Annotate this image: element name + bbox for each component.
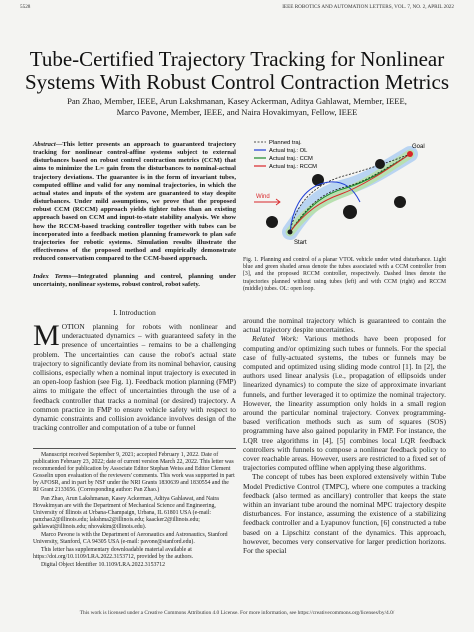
- body-paragraph-1: around the nominal trajectory which is guaranteed to contain the actual trajectory despite uncertainties.: [243, 316, 446, 335]
- index-terms: [33, 273, 236, 289]
- journal-header: IEEE ROBOTICS AND AUTOMATION LETTERS, VOL. 7, NO. 2, APRIL 2022: [282, 4, 454, 10]
- intro-text: OTION planning for robots with nonlinear and underactuated dynamics – with guaranteed safety in the presence of uncertainties – remains to be a challenging problem. The uncertainties can cause the robot's actual state trajectory to significantly deviate from its nominal behavior, causing collisions, especially when a nominal input trajectory is executed in an open-loop fashion (see Fig. 1). Feedback motion planning (FMP) aims to mitigate the effect of uncertainties through the use of a feedback controller that tracks a nominal (or desired) trajectory. A common practice in FMP to ensure vehicle safety with respect to dynamic constraints and collision avoidance involves design of the tracking controller and computation of a tube or funnel: [33, 322, 236, 433]
- abstract-label: Abstract: [33, 141, 56, 148]
- legend-ccm: Actual traj.: CCM: [269, 156, 313, 162]
- obstacle-1: [266, 216, 278, 228]
- index-terms-label: Index Terms: [33, 273, 72, 280]
- footnote: [33, 448, 236, 571]
- footnote-pavone: Marco Pavone is with the Department of Aeronautics and Astronautics, Stanford University, Stanford, CA 94305 USA (e-mail: pavone@stanford.edu).: [33, 532, 228, 546]
- figure-caption: Fig. 1. Planning and control of a planar VTOL vehicle under wind disturbance. Light blue and green shaded areas denote the tubes associated with a CCM controller from [3], and the proposed RCCM controller, respectively. Dashed lines denote the trajectories planned without using tubes (left) and with CCM (right) and RCCM (middle) tubes. OL: open loop.: [243, 257, 446, 292]
- paper-title: Tube-Certified Trajectory Tracking for Nonlinear Systems With Robust Control Contraction Metrics: [24, 47, 449, 94]
- figure-1: [250, 132, 446, 250]
- footnote-supplementary: This letter has supplementary downloadable material available at https://doi.org/10.1109/LRA.2022.3153712, provided by the authors.: [33, 547, 194, 561]
- body-paragraph-2: [243, 334, 446, 472]
- start-label: Start: [294, 240, 307, 246]
- footnote-manuscript: Manuscript received September 9, 2021; accepted February 1, 2022. Date of publication February 23, 2022; date of current version March 22, 2022. This letter was recommended for publication by Associate Editor Stephan Weiss and Editor Clement Gosselin upon evaluation of the reviewers' comments. This work was supported in part by AFOSR, and in part by NSF under the NRI Grants 1830639 and 1830554 and the RI Grant 2133656. (Corresponding author: Pan Zhao.): [33, 452, 235, 494]
- related-work-label: Related Work:: [252, 334, 299, 344]
- goal-marker: [407, 151, 413, 157]
- page-number: 5528: [20, 4, 31, 10]
- intro-paragraph: [33, 319, 236, 433]
- right-column-body: [243, 316, 446, 555]
- obstacle-5: [394, 196, 406, 208]
- footnote-affiliations: Pan Zhao, Arun Lakshmanan, Kasey Ackerman, Aditya Gahlawat, and Naira Hovakimyan are with the Department of Mechanical Science and Engineering, University of Illinois at Urbana-Champaign, Urbana, IL 61801 USA (e-mail: panzhao2@illinois.edu; lakshma2@illinois.edu; kaacker2@illinois.edu; gahlawat@illinois.edu; nhovakim@illinois.edu).: [33, 495, 219, 530]
- wind-label: Wind: [256, 194, 270, 200]
- drop-cap: M: [33, 319, 60, 352]
- legend-ol: Actual traj.: OL: [269, 148, 308, 154]
- obstacle-2: [312, 174, 324, 186]
- goal-label: Goal: [412, 144, 425, 150]
- abstract-text: —This letter presents an approach to guaranteed trajectory tracking for nonlinear control-affine systems subject to external disturbances based on robust control contraction metrics (CCM) that aims to minimize the L∞ gain from the disturbances to nominal-actual trajectory deviations. The guarantee is in the form of invariant tubes, computed offline and valid for any nominal trajectories, in which the actual states and inputs of the system are guaranteed to stay despite disturbances. Under mild assumptions, we prove that the proposed robust CCM (RCCM) approach yields tighter tubes than an existing approach based on CCM and input-to-state stability analysis. We show how the RCCM-based tracking controller together with tubes can be incorporated into a feedback motion planning framework to plan safe trajectories for robotic systems. Simulation results illustrate the effectiveness of the proposed method and empirically demonstrate reduced conservatism compared to the CCM-based approach.: [33, 141, 236, 263]
- running-header: [20, 4, 454, 10]
- footnote-doi: Digital Object Identifier 10.1109/LRA.2022.3153712: [41, 562, 166, 569]
- section-heading: I. Introduction: [113, 308, 156, 317]
- author-line-2: Marco Pavone, Member, IEEE, and Naira Hovakimyan, Fellow, IEEE: [116, 107, 358, 117]
- obstacle-3: [343, 205, 357, 219]
- start-marker: [288, 230, 293, 235]
- legend-planned: Planned traj.: [269, 140, 302, 146]
- figure-legend: [254, 140, 317, 170]
- author-line-1: Pan Zhao, Member, IEEE, Arun Lakshmanan, Kasey Ackerman, Aditya Gahlawat, Member, IEEE,: [67, 96, 407, 106]
- legend-rccm: Actual traj.: RCCM: [269, 164, 317, 170]
- related-work-text: Various methods have been proposed for computing and/or optimizing such tubes or funnels. For the special case of fully-actuated systems, the tubes or funnels may be computed and optimized using sliding mode control [1]. In [2], the authors used linear analysis (i.e., propagation of ellipsoids under linearized dynamics) to compute the size of approximate invariant funnels, and further leveraged it to optimize the nominal trajectory. However, the linearity assumption only holds in a small region around the particular nominal trajectory. Convex programming-based verification methods such as sum of squares (SOS) programming have also gained popularity in FMP. For instance, the LQR tree algorithms in [4], [5] combines local LQR feedback controllers with funnels to compose a nonlinear feedback policy to cover reachable areas. However, users are restricted to a fixed set of trajectories computed offline when applying these algorithms.: [243, 334, 446, 473]
- abstract: [33, 141, 236, 263]
- index-terms-text: —Integrated planning and control, planning under uncertainty, nonlinear systems, robust control, robot safety.: [33, 273, 237, 289]
- body-paragraph-3: The concept of tubes has been explored extensively within Tube Model Predictive Control (TMPC), where one computes a tracking feedback (also termed as ancillary) controller that keeps the state within an invariant tube around the nominal MPC trajectory despite disturbances. For instance, assuming the existence of a stabilizing feedback controller and a Lyapunov function, [6] constructed a tube based on a Lipschitz constant of the dynamics. This approach, however, becomes very conservative for larger prediction horizons. For the special: [243, 472, 446, 556]
- license-footer: This work is licensed under a Creative Commons Attribution 4.0 License. For more information, see https://creativecommons.org/licenses/by/4.0/: [79, 610, 395, 616]
- author-list: [26, 96, 448, 118]
